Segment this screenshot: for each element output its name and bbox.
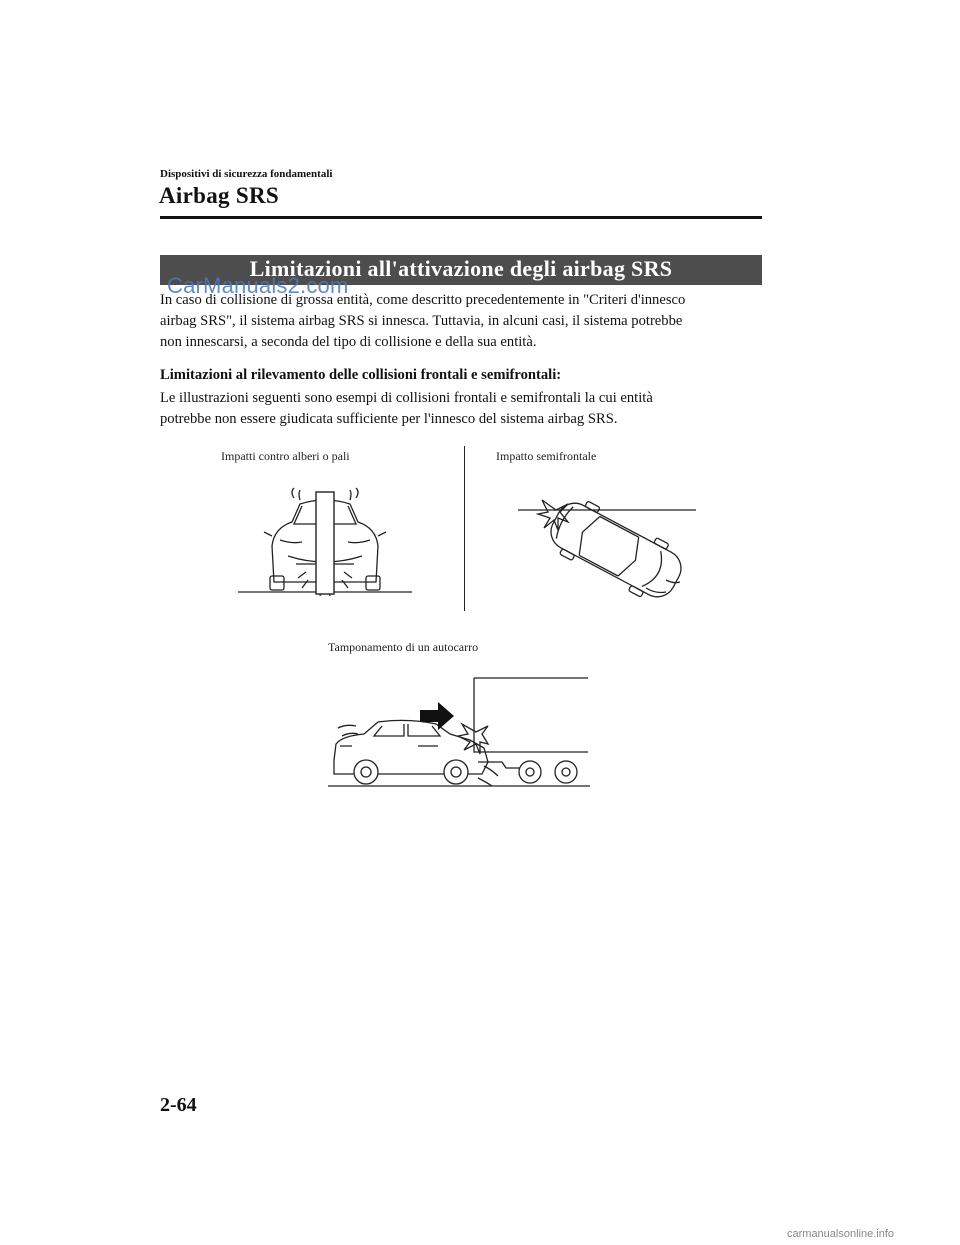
caption-truck: Tamponamento di un autocarro [328, 640, 479, 654]
page-title: Airbag SRS [159, 183, 279, 208]
subsection-title: Limitazioni al rilevamento delle collisioni frontali e semifrontali: [160, 367, 562, 383]
page-number: 2-64 [160, 1094, 197, 1116]
figure-divider [464, 446, 465, 611]
subsection-paragraph [160, 388, 765, 430]
footer-brand: carmanualsonline.info [787, 1228, 895, 1240]
heading-rule [160, 216, 762, 219]
section-banner: Limitazioni all'attivazione degli airbag SRS [160, 255, 762, 285]
subsection-line-1: Le illustrazioni seguenti sono esempi di collisioni frontali e semifrontali la cui entità [160, 390, 653, 406]
intro-line-1: In caso di collisione di grossa entità, come descritto precedentemente in "Criteri d'innesco [160, 292, 686, 308]
caption-pole: Impatti contro alberi o pali [221, 449, 350, 463]
subsection-line-2: potrebbe non essere giudicata sufficiente per l'innesco del sistema airbag SRS. [160, 411, 618, 427]
car-truck-underride-illustration [328, 676, 590, 794]
car-front-pole-illustration [236, 486, 414, 598]
watermark: CarManuals2.com [167, 273, 349, 298]
intro-line-3: non innescarsi, a seconda del tipo di collisione e della sua entità. [160, 334, 537, 350]
intro-line-2: airbag SRS", il sistema airbag SRS si innesca. Tuttavia, in alcuni casi, il sistema potrebbe [160, 313, 683, 329]
section-label: Dispositivi di sicurezza fondamentali [160, 168, 333, 180]
caption-semifrontal: Impatto semifrontale [496, 449, 597, 463]
intro-paragraph [160, 290, 765, 353]
car-offset-impact-illustration [516, 492, 698, 602]
arrow-right-icon [420, 702, 454, 730]
